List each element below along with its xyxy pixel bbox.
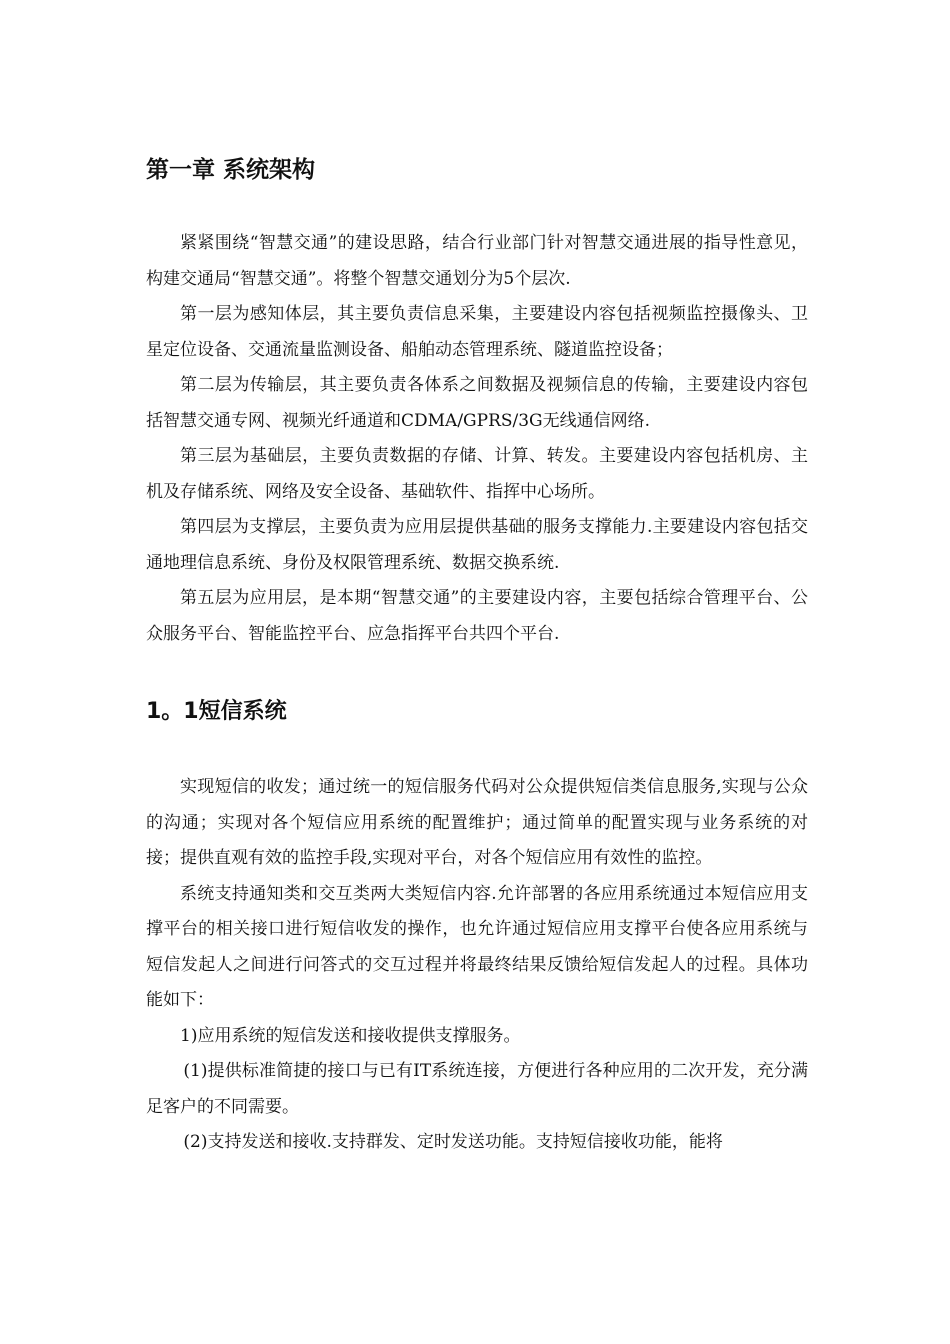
section-body bbox=[146, 770, 808, 1161]
chapter-body bbox=[146, 226, 808, 652]
paragraph-layer-3: 第三层为基础层，主要负责数据的存储、计算、转发。主要建设内容包括机房、主机及存储系统、网络及安全设备、基础软件、指挥中心场所。 bbox=[146, 446, 808, 502]
list-item-1: 1)应用系统的短信发送和接收提供支撑服务。 bbox=[180, 1025, 521, 1046]
paragraph-layer-4: 第四层为支撑层，主要负责为应用层提供基础的服务支撑能力.主要建设内容包括交通地理信息系统、身份及权限管理系统、数据交换系统. bbox=[146, 517, 808, 573]
paragraph-layer-5: 第五层为应用层，是本期“智慧交通”的主要建设内容，主要包括综合管理平台、公众服务平台、智能监控平台、应急指挥平台共四个平台. bbox=[146, 588, 808, 644]
paragraph-layer-1: 第一层为感知体层，其主要负责信息采集，主要建设内容包括视频监控摄像头、卫星定位设备、交通流量监测设备、船舶动态管理系统、隧道监控设备； bbox=[146, 304, 808, 360]
paragraph-intro: 紧紧围绕“智慧交通”的建设思路，结合行业部门针对智慧交通进展的指导性意见，构建交通局“智慧交通”。将整个智慧交通划分为5个层次. bbox=[146, 233, 808, 289]
paragraph-layer-2: 第二层为传输层，其主要负责各体系之间数据及视频信息的传输，主要建设内容包括智慧交通专网、视频光纤通道和CDMA/GPRS/3G无线通信网络. bbox=[146, 375, 808, 431]
list-subitem-1: (1)提供标准简捷的接口与已有IT系统连接，方便进行各种应用的二次开发，充分满足客户的不同需要。 bbox=[146, 1061, 808, 1117]
list-subitem-2: (2)支持发送和接收.支持群发、定时发送功能。支持短信接收功能，能将 bbox=[183, 1132, 723, 1152]
chapter-title: 第一章 系统架构 bbox=[146, 157, 316, 183]
section-title: 1。1短信系统 bbox=[146, 699, 287, 724]
paragraph-sms-support: 系统支持通知类和交互类两大类短信内容.允许部署的各应用系统通过本短信应用支撑平台的相关接口进行短信收发的操作，也允许通过短信应用支撑平台使各应用系统与短信发起人之间进行问答式的交互过程并将最终结果反馈给短信发起人的过程。具体功能如下： bbox=[146, 883, 808, 1010]
paragraph-sms-overview: 实现短信的收发；通过统一的短信服务代码对公众提供短信类信息服务,实现与公众的沟通；实现对各个短信应用系统的配置维护；通过简单的配置实现与业务系统的对接；提供直观有效的监控手段,实现对平台，对各个短信应用有效性的监控。 bbox=[146, 777, 808, 868]
